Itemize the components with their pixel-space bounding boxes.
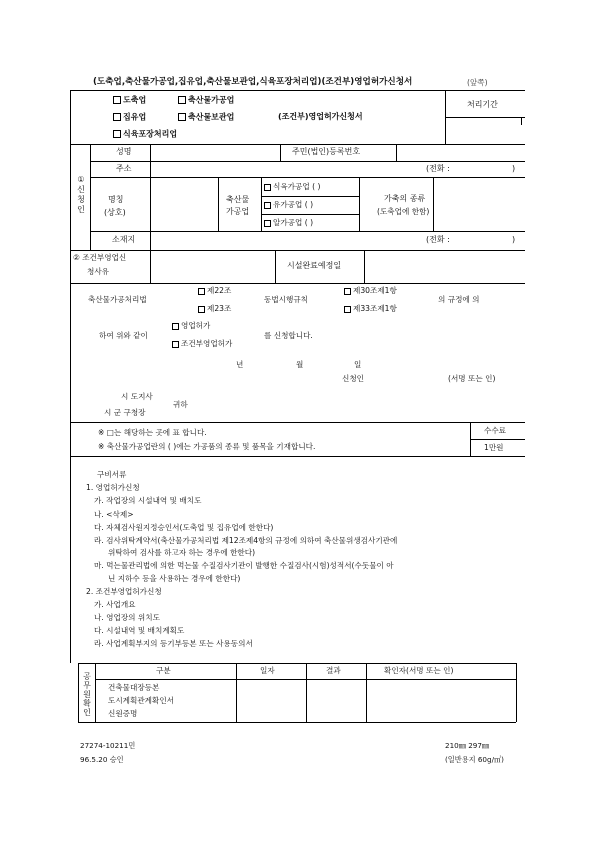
- footer-paper-size: 210㎜ 297㎜: [445, 741, 490, 750]
- verify-top-line: [78, 663, 516, 664]
- verify-item: 신원증명: [108, 709, 138, 718]
- row-line-3: [90, 231, 525, 232]
- header-bottom-line: [70, 144, 525, 145]
- checkbox-icon: [264, 202, 271, 209]
- verify-col-2: [306, 663, 307, 722]
- name-divider: [280, 144, 281, 161]
- facility-date-label: 시설완료예정일: [287, 261, 342, 270]
- verify-right-line: [516, 663, 517, 722]
- verify-header-line: [95, 679, 516, 680]
- resident-no-label: 주민(법인)등록번호: [292, 147, 361, 156]
- checkbox-conditional-permit[interactable]: 조건부영업허가: [172, 340, 232, 348]
- form-name: (조건부)영업허가신청서: [278, 112, 363, 121]
- address-phone-label: (전화 :: [426, 164, 450, 173]
- doc-item: 라. 사업계획부지의 등기부등본 또는 사용동의서: [94, 639, 253, 648]
- doc-item: 다. 자체검사원지정승인서(도축업 및 집유업에 한한다): [94, 523, 274, 532]
- business-name-sub: (상호): [104, 208, 126, 217]
- business-divider-2: [261, 177, 262, 231]
- doc-item: 가. 작업장의 시설내역 및 배치도: [94, 496, 202, 505]
- checkbox-art30[interactable]: 제30조제1항: [344, 287, 397, 295]
- address-phone-close: ): [512, 164, 516, 173]
- location-phone-label: (전화 :: [426, 235, 450, 244]
- checkbox-dairy-processing[interactable]: 유가공업 ( ): [264, 201, 313, 209]
- footer-approval: 96.5.20 승인: [80, 755, 124, 764]
- verify-left-line: [78, 663, 79, 722]
- doc-item-cont: 위탁하여 검사를 하고자 하는 경우에 한한다): [108, 548, 256, 557]
- year-label: 년: [236, 360, 244, 369]
- verify-header-category: 구분: [156, 666, 171, 675]
- checkbox-art22[interactable]: 제22조: [198, 287, 231, 295]
- footer-paper-type: (일반용지 60g/㎡): [445, 755, 504, 764]
- checkbox-permit[interactable]: 영업허가: [172, 322, 210, 330]
- business-divider-1: [218, 177, 219, 231]
- verify-col-1: [236, 663, 237, 722]
- checkbox-icon: [264, 184, 271, 191]
- row-line-1: [90, 161, 525, 162]
- doc-item: 마. 먹는물관리법에 의한 먹는물 수질검사기관이 발행한 수질검사(시험)성적서(수돗물이 아: [94, 561, 394, 570]
- doc-item: 나. 영업장의 위치도: [94, 613, 160, 622]
- checkbox-slaughter[interactable]: 도축업: [113, 96, 146, 105]
- checkbox-meat-processing[interactable]: 식육가공업 ( ): [264, 183, 320, 191]
- documents-section-2: 2. 조건부영업허가신청: [86, 587, 162, 596]
- verify-bottom-line: [78, 722, 516, 723]
- location-phone-close: ): [512, 235, 516, 244]
- documents-header: 구비서류: [97, 470, 127, 479]
- applicant-col-line: [90, 144, 91, 250]
- month-label: 월: [296, 360, 304, 369]
- doc-item-cont: 닌 지하수 등을 사용하는 경우에 한한다): [108, 574, 241, 583]
- checkbox-milk-collection[interactable]: 집유업: [113, 113, 146, 122]
- checkbox-icon: [178, 96, 186, 104]
- per-rule: 의 규정에 의: [438, 295, 480, 304]
- signature-hint: (서명 또는 인): [448, 374, 496, 383]
- verify-col-3: [366, 663, 367, 722]
- business-name-label: 명칭: [108, 195, 124, 204]
- checkbox-art23[interactable]: 제23조: [198, 305, 231, 313]
- processing-type-label: 축산물: [226, 195, 250, 204]
- checkbox-icon: [113, 96, 121, 104]
- processing-type-label-2: 가공업: [226, 207, 250, 216]
- conditional-reason-label-2: 청사유: [87, 267, 110, 276]
- checkbox-icon: [344, 288, 351, 295]
- business-divider-4: [433, 177, 434, 231]
- note-1: ※ □는 해당하는 곳에 표 합니다.: [98, 428, 207, 437]
- row-line-2: [90, 177, 525, 178]
- livestock-kind-label: 가축의 종류: [384, 194, 426, 203]
- label-col-line: [150, 144, 151, 250]
- conditional-divider-3: [364, 250, 365, 283]
- option-line-2: [261, 214, 359, 215]
- conditional-divider-1: [150, 250, 151, 283]
- applicant-section-label: ① 신청인: [77, 175, 85, 214]
- addressee-label: 귀하: [173, 400, 188, 409]
- note-2: ※ 축산물가공업란의 ( )에는 가공품의 종류 및 품목을 기재합니다.: [98, 442, 316, 451]
- checkbox-processing[interactable]: 축산물가공업: [178, 96, 234, 105]
- doc-item: 나. <삭제>: [94, 510, 134, 519]
- frame-left: [70, 90, 71, 663]
- footer-form-number: 27274-10211민: [80, 741, 136, 750]
- verify-side-label: 공무원확인: [83, 672, 91, 717]
- checkbox-storage[interactable]: 축산물보관업: [178, 113, 234, 122]
- apply-text: 를 신청합니다.: [264, 331, 313, 340]
- processing-period-label: 처리기간: [467, 100, 498, 109]
- name-label: 성명: [116, 147, 132, 156]
- checkbox-art33[interactable]: 제33조제1항: [344, 305, 397, 313]
- doc-item: 가. 사업개요: [94, 600, 136, 609]
- resident-divider: [396, 144, 397, 161]
- verify-header-date: 일자: [260, 666, 275, 675]
- conditional-reason-label: ② 조건부영업신: [73, 253, 127, 262]
- documents-section-1: 1. 영업허가신청: [86, 483, 140, 492]
- checkbox-icon: [198, 306, 205, 313]
- checkbox-meat-packaging[interactable]: 식육포장처리업: [113, 130, 177, 139]
- same-rule: 동법시행규칙: [264, 295, 309, 304]
- checkbox-icon: [344, 306, 351, 313]
- livestock-kind-sub: (도축업에 한함): [377, 207, 430, 216]
- verify-side-col: [95, 663, 96, 722]
- checkbox-icon: [113, 113, 121, 121]
- form-title-side: (앞쪽): [467, 78, 488, 87]
- checkbox-icon: [264, 220, 271, 227]
- address-label: 주소: [116, 164, 132, 173]
- checkbox-egg-processing[interactable]: 알가공업 ( ): [264, 219, 313, 227]
- checkbox-icon: [113, 130, 121, 138]
- notes-bottom-line: [70, 456, 525, 457]
- fee-label: 수수료: [484, 426, 507, 435]
- location-label: 소재지: [112, 235, 136, 244]
- option-line-1: [261, 196, 359, 197]
- applicant-sign-label: 신청인: [342, 374, 365, 383]
- processing-period-mark: [521, 117, 525, 125]
- above-text: 하여 위와 같이: [99, 331, 148, 340]
- fee-value: 1만원: [484, 443, 504, 452]
- fee-line: [470, 439, 525, 440]
- checkbox-icon: [198, 288, 205, 295]
- checkbox-icon: [178, 113, 186, 121]
- business-divider-3: [359, 177, 360, 231]
- verify-header-result: 결과: [326, 666, 341, 675]
- row-line-4: [70, 250, 525, 251]
- conditional-divider-2: [275, 250, 276, 283]
- verify-header-confirmer: 확인자(서명 또는 인): [384, 666, 454, 675]
- frame-top: [70, 90, 525, 91]
- governor-label: 시 도지사: [121, 392, 153, 401]
- processing-period-line: [445, 117, 525, 118]
- checkbox-icon: [172, 323, 179, 330]
- doc-item: 다. 시설내역 및 배치계획도: [94, 626, 185, 635]
- law-prefix: 축산물가공처리법: [88, 295, 147, 304]
- checkbox-icon: [172, 341, 179, 348]
- verify-item: 도시계획관계확인서: [108, 696, 175, 705]
- statement-bottom-line: [70, 422, 525, 423]
- day-label: 일: [354, 360, 362, 369]
- verify-item: 건축물대장등본: [108, 683, 160, 692]
- row-line-5: [70, 283, 525, 284]
- mayor-label: 시 군 구청장: [104, 408, 146, 417]
- form-title: (도축업,축산물가공업,집유업,축산물보관업,식육포장처리업)(조건부)영업허가신청서: [93, 77, 413, 87]
- doc-item: 라. 검사위탁계약서(축산물가공처리법 제12조제4항의 규정에 의하여 축산물위생검사기관에: [94, 536, 398, 545]
